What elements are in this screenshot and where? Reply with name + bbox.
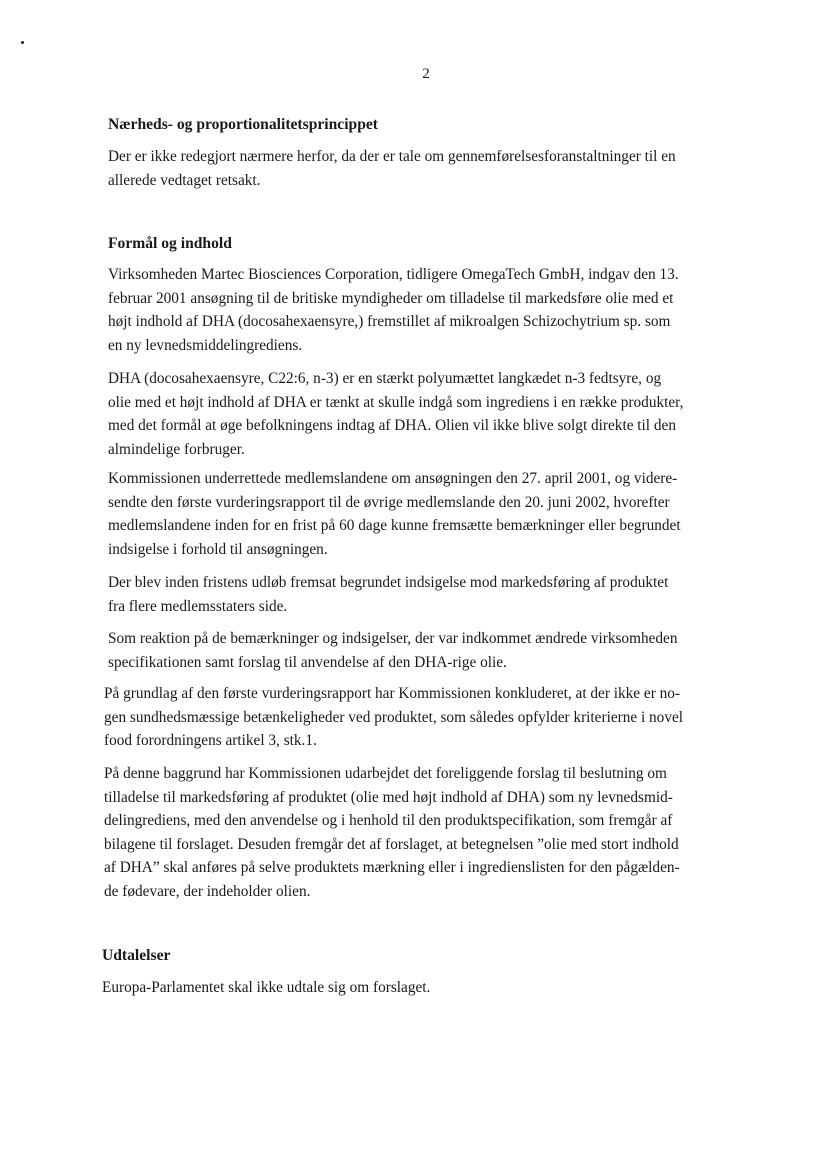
text-line: februar 2001 ansøgning til de britiske myndigheder om tilladelse til markedsføre olie med et (108, 289, 674, 307)
page-number: 2 (422, 66, 430, 82)
text-line: DHA (docosahexaensyre, C22:6, n-3) er en stærkt polyumættet langkædet n-3 fedtsyre, og (108, 370, 662, 387)
text-line: indsigelse i forhold til ansøgningen. (108, 540, 328, 558)
paragraph (104, 682, 683, 753)
text-line: delingrediens, med den anvendelse og i henhold til den produktspecifikation, som fremgår af (104, 812, 673, 829)
section-statements (102, 944, 170, 968)
principle-paragraph (108, 145, 676, 192)
text-line: allerede vedtaget retsakt. (108, 171, 261, 189)
text-line: specifikationen samt forslag til anvendelse af den DHA-rige olie. (108, 653, 507, 671)
text-line: På denne baggrund har Kommissionen udarbejdet det foreliggende forslag til beslutning om (104, 765, 667, 782)
text-line: Kommissionen underrettede medlemslandene om ansøgningen den 27. april 2001, og videre- (108, 470, 678, 487)
statements-paragraph (102, 976, 430, 1000)
text-line: de fødevare, der indeholder olien. (104, 882, 311, 900)
text-line: gen sundhedsmæssige betænkeligheder ved produktet, som således opfylder kriterierne i novel (104, 708, 684, 726)
paragraph (108, 467, 681, 561)
text-line: med det formål at øge befolkningens indtag af DHA. Olien vil ikke blive solgt direkte til den (108, 417, 676, 434)
section-heading: Nærheds- og proportionalitetsprincippet (108, 116, 379, 133)
section-heading: Formål og indhold (108, 235, 232, 252)
text-line: olie med et højt indhold af DHA er tænkt at skulle indgå som ingrediens i en række produkter, (108, 393, 684, 411)
paragraph (108, 263, 679, 357)
text-line: af DHA” skal anføres på selve produktets mærkning eller i ingredienslisten for den pågælden- (104, 859, 680, 876)
text-line: Virksomheden Martec Biosciences Corporation, tidligere OmegaTech GmbH, indgav den 13. (108, 266, 679, 283)
text-line: Europa-Parlamentet skal ikke udtale sig om forslaget. (102, 979, 431, 996)
paragraph (108, 627, 678, 674)
text-line: tilladelse til markedsføring af produktet (olie med højt indhold af DHA) som ny levnedsmid- (104, 788, 673, 806)
text-line: almindelige forbruger. (108, 440, 245, 458)
paragraph (104, 762, 680, 903)
text-line: en ny levnedsmiddelingrediens. (108, 336, 303, 354)
text-line: sendte den første vurderingsrapport til de øvrige medlemslande den 20. juni 2002, hvorefter (108, 493, 670, 511)
scan-artifact-dot (21, 41, 24, 44)
text-line: bilagene til forslaget. Desuden fremgår det af forslaget, at betegnelsen ”olie med stort indhold (104, 835, 679, 853)
text-line: Der er ikke redegjort nærmere herfor, da der er tale om gennemførelsesforanstaltninger til en (108, 148, 676, 165)
text-line: På grundlag af den første vurderingsrapport har Kommissionen konkluderet, at der ikke er no- (104, 685, 681, 702)
text-line: Der blev inden fristens udløb fremsat begrundet indsigelse mod markedsføring af produktet (108, 574, 669, 591)
section-principle (108, 113, 378, 137)
text-line: food forordningens artikel 3, stk.1. (104, 732, 317, 749)
section-purpose (108, 232, 232, 256)
text-line: Som reaktion på de bemærkninger og indsigelser, der var indkommet ændrede virksomheden (108, 630, 678, 647)
text-line: medlemslandene inden for en frist på 60 dage kunne fremsætte bemærkninger eller begrundet (108, 517, 681, 534)
paragraph (108, 367, 683, 461)
text-line: højt indhold af DHA (docosahexaensyre,) fremstillet af mikroalgen Schizochytrium sp. som (108, 313, 671, 330)
paragraph (108, 571, 668, 618)
text-line: fra flere medlemsstaters side. (108, 597, 288, 615)
section-heading: Udtalelser (102, 947, 171, 964)
